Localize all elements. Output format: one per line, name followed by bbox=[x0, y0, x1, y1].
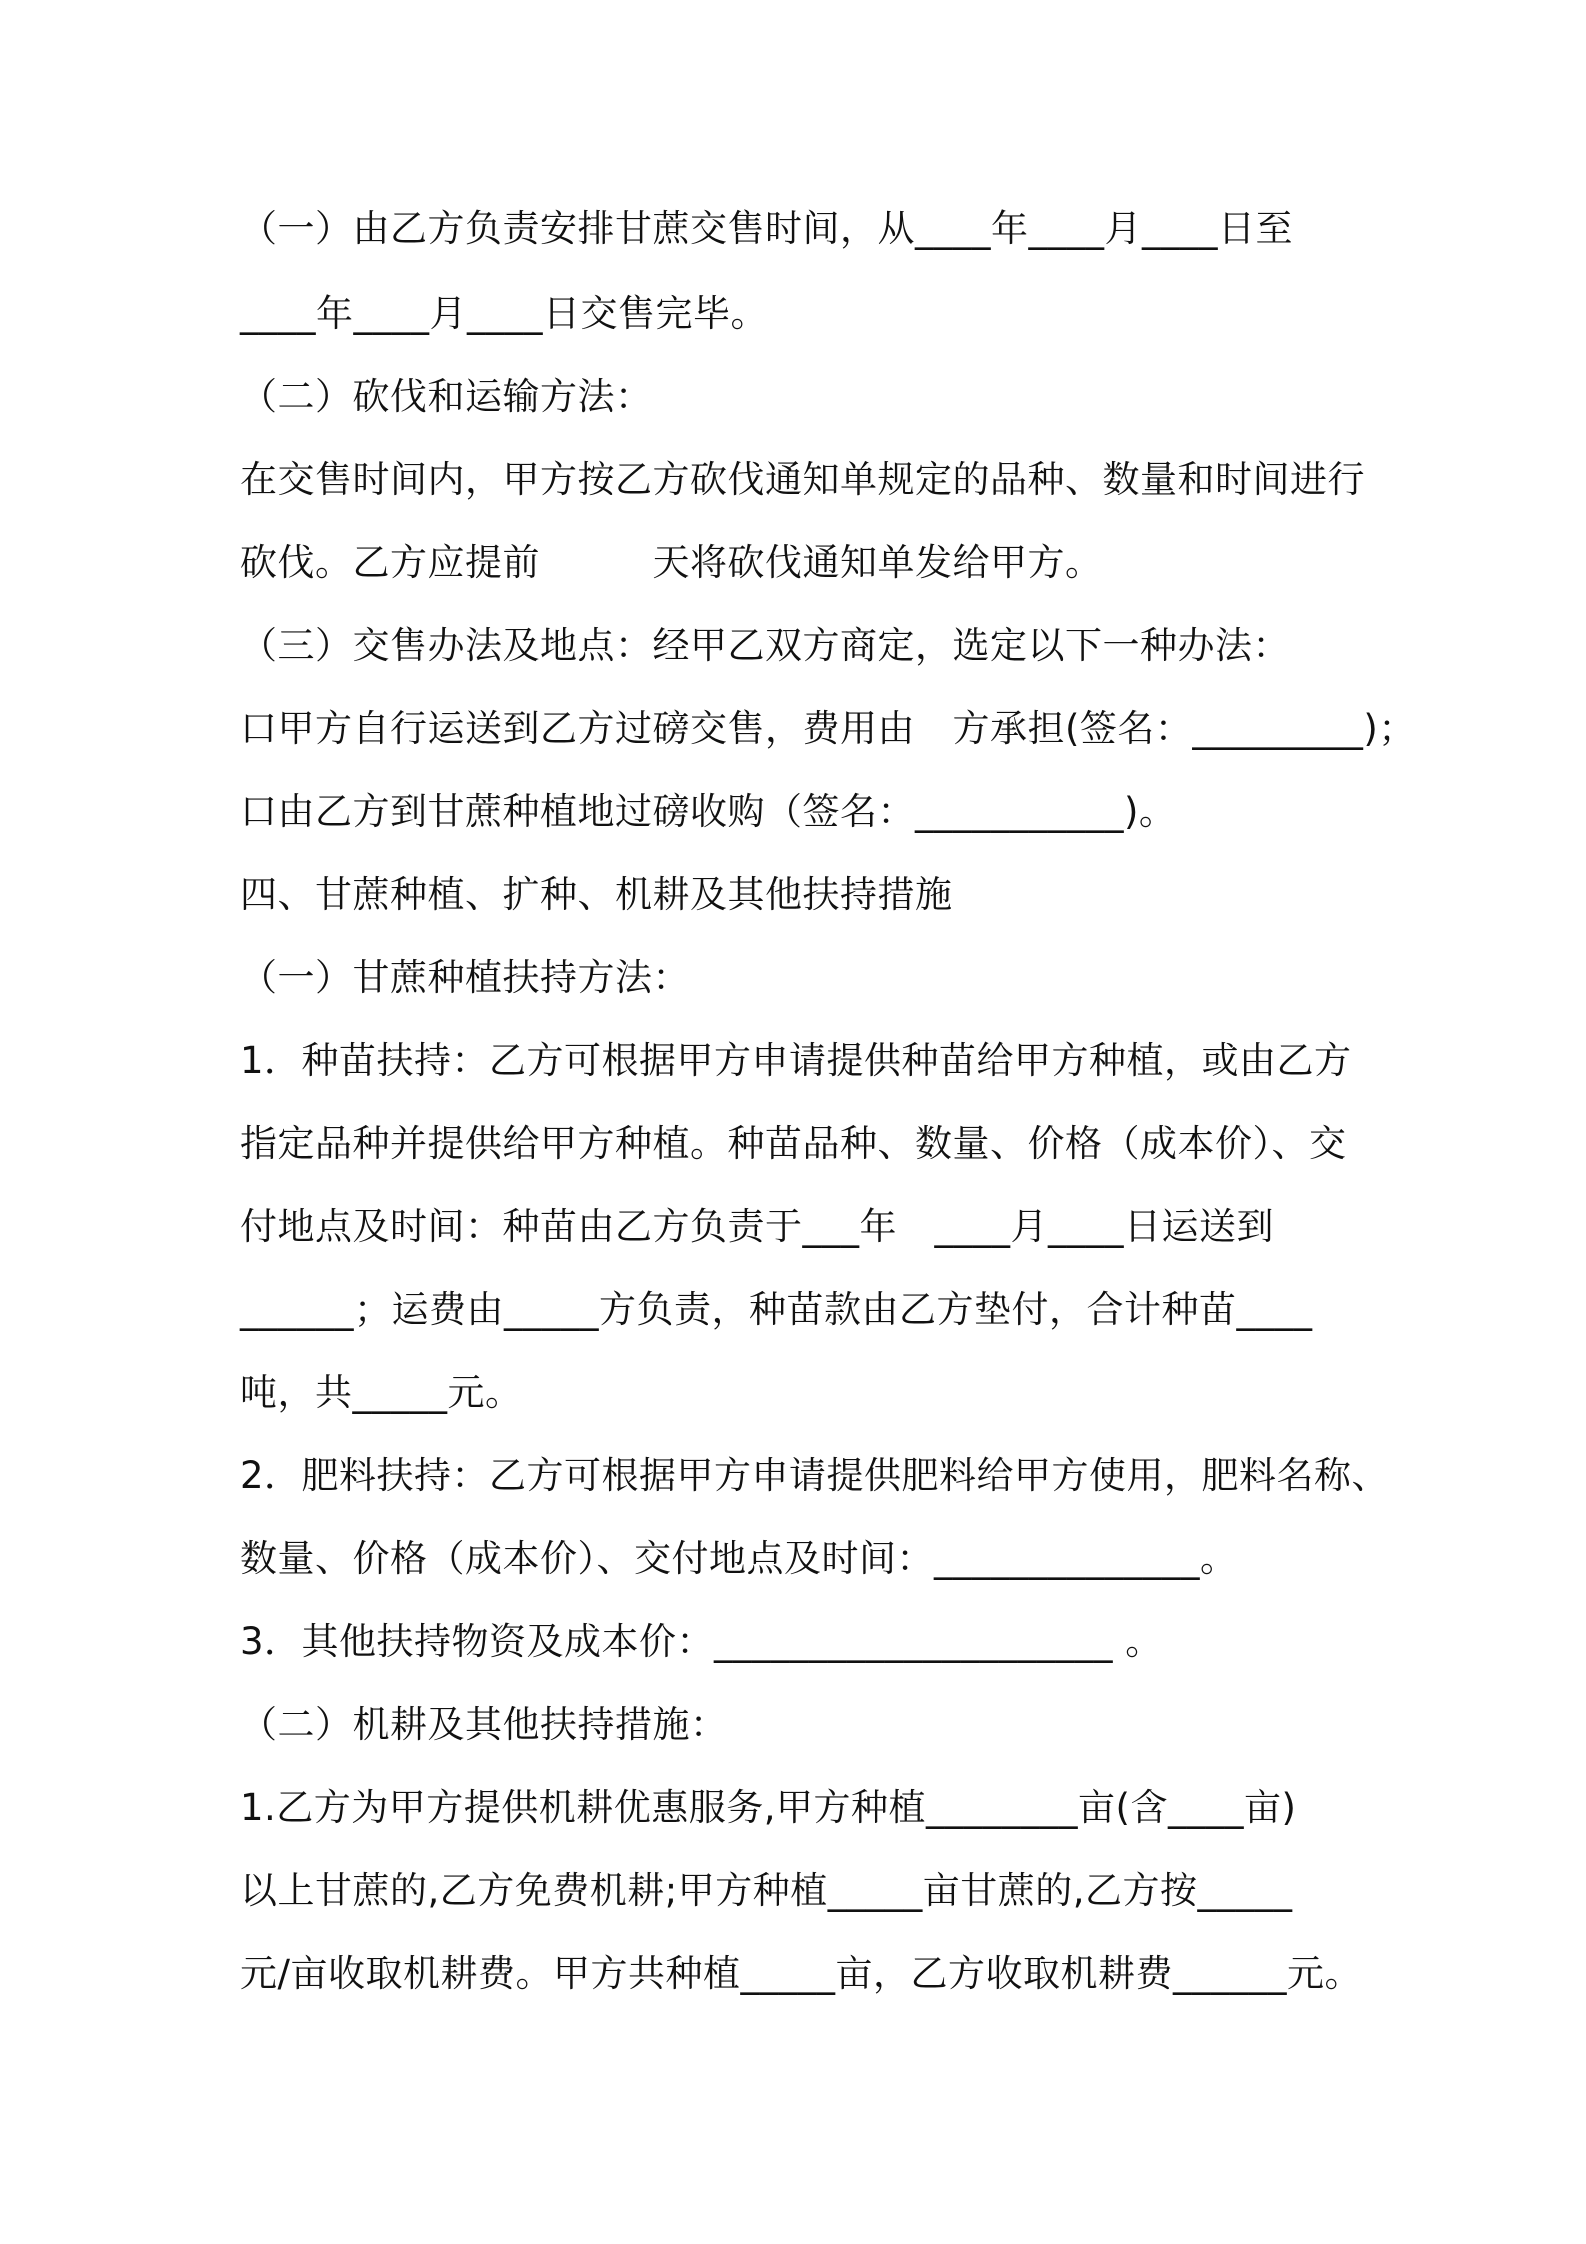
paragraph-line: 1.乙方为甲方提供机耕优惠服务,甲方种植________亩(含____亩) bbox=[240, 1786, 1297, 1829]
paragraph-line: ____年____月____日交售完毕。 bbox=[240, 292, 768, 335]
paragraph-line: 指定品种并提供给甲方种植。种苗品种、数量、价格（成本价）、交 bbox=[240, 1122, 1347, 1165]
paragraph-line: 元/亩收取机耕费。甲方共种植_____亩，乙方收取机耕费______元。 bbox=[240, 1952, 1362, 1995]
paragraph-line: 吨，共_____元。 bbox=[240, 1371, 523, 1414]
paragraph-line: ______；运费由_____方负责，种苗款由乙方垫付，合计种苗____ bbox=[240, 1288, 1313, 1331]
paragraph-line: 在交售时间内，甲方按乙方砍伐通知单规定的品种、数量和时间进行 bbox=[240, 458, 1365, 501]
paragraph-line: 付地点及时间：种苗由乙方负责于___年 ____月____日运送到 bbox=[240, 1205, 1274, 1248]
paragraph-line: （一）由乙方负责安排甘蔗交售时间，从____年____月____日至 bbox=[240, 207, 1293, 250]
paragraph-line: 口由乙方到甘蔗种植地过磅收购（签名：___________)。 bbox=[240, 790, 1177, 833]
paragraph-line: 以上甘蔗的,乙方免费机耕;甲方种植_____亩甘蔗的,乙方按_____ bbox=[240, 1869, 1293, 1912]
paragraph-line: 2．肥料扶持：乙方可根据甲方申请提供肥料给甲方使用，肥料名称、 bbox=[240, 1454, 1390, 1497]
paragraph-line: （二）机耕及其他扶持措施： bbox=[240, 1703, 728, 1746]
paragraph-line: 3．其他扶持物资及成本价：_____________________ 。 bbox=[240, 1620, 1163, 1663]
paragraph-line: （二）砍伐和运输方法： bbox=[240, 375, 653, 418]
paragraph-line: 砍伐。乙方应提前 天将砍伐通知单发给甲方。 bbox=[240, 541, 1103, 584]
paragraph-line: 数量、价格（成本价）、交付地点及时间：______________。 bbox=[240, 1537, 1238, 1580]
paragraph-line: （一）甘蔗种植扶持方法： bbox=[240, 956, 690, 999]
section-heading: 四、甘蔗种植、扩种、机耕及其他扶持措施 bbox=[240, 873, 953, 916]
paragraph-line: 1．种苗扶持：乙方可根据甲方申请提供种苗给甲方种植，或由乙方 bbox=[240, 1039, 1352, 1082]
paragraph-line: （三）交售办法及地点：经甲乙双方商定，选定以下一种办法： bbox=[240, 624, 1290, 667]
paragraph-line: 口甲方自行运送到乙方过磅交售，费用由 方承担(签名：_________)； bbox=[240, 707, 1416, 750]
